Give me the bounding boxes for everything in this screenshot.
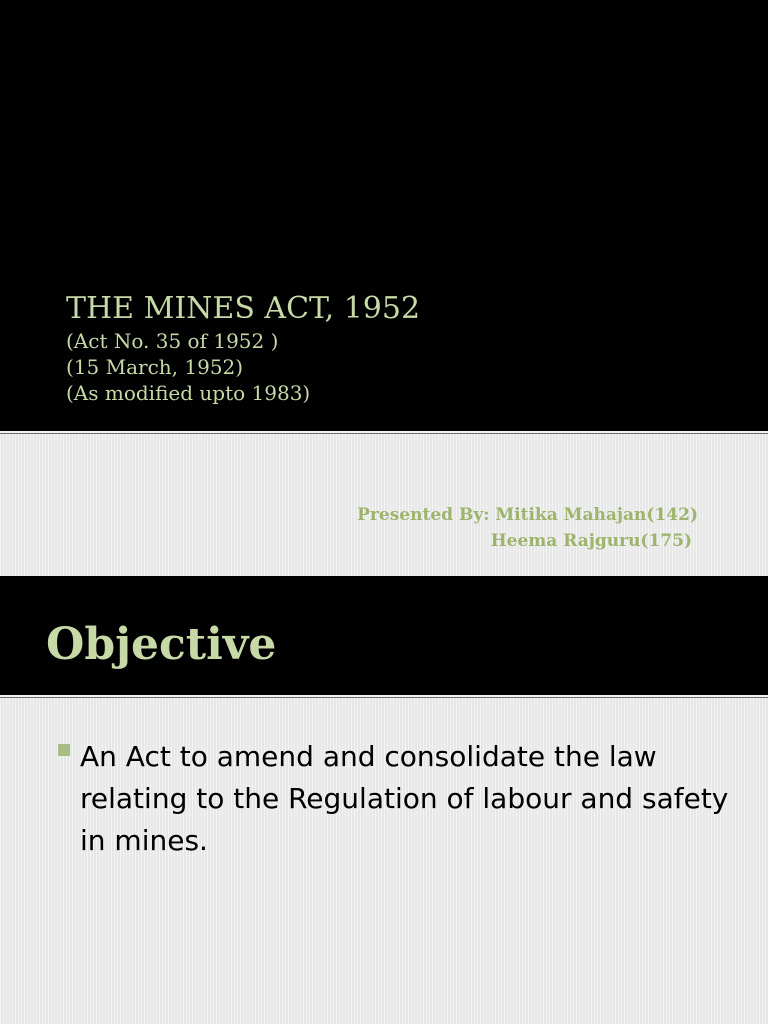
presenter-line-2: Heema Rajguru(175)	[490, 531, 692, 551]
act-modified: (As modified upto 1983)	[66, 381, 311, 405]
bullet-text: An Act to amend and consolidate the law relating to the Regulation of labour and safety in mines.	[80, 740, 729, 857]
presenter-line-1: Presented By: Mitika Mahajan(142)	[357, 505, 698, 525]
list-item	[58, 736, 738, 862]
title-block	[66, 290, 420, 406]
slide-heading: Objective	[46, 619, 277, 670]
act-number: (Act No. 35 of 1952 )	[66, 329, 279, 353]
slide-title: THE MINES ACT, 1952	[66, 291, 421, 326]
square-bullet-icon	[58, 744, 70, 756]
objective-slide	[0, 576, 768, 1024]
act-date: (15 March, 1952)	[66, 355, 244, 379]
presenters	[357, 502, 698, 554]
